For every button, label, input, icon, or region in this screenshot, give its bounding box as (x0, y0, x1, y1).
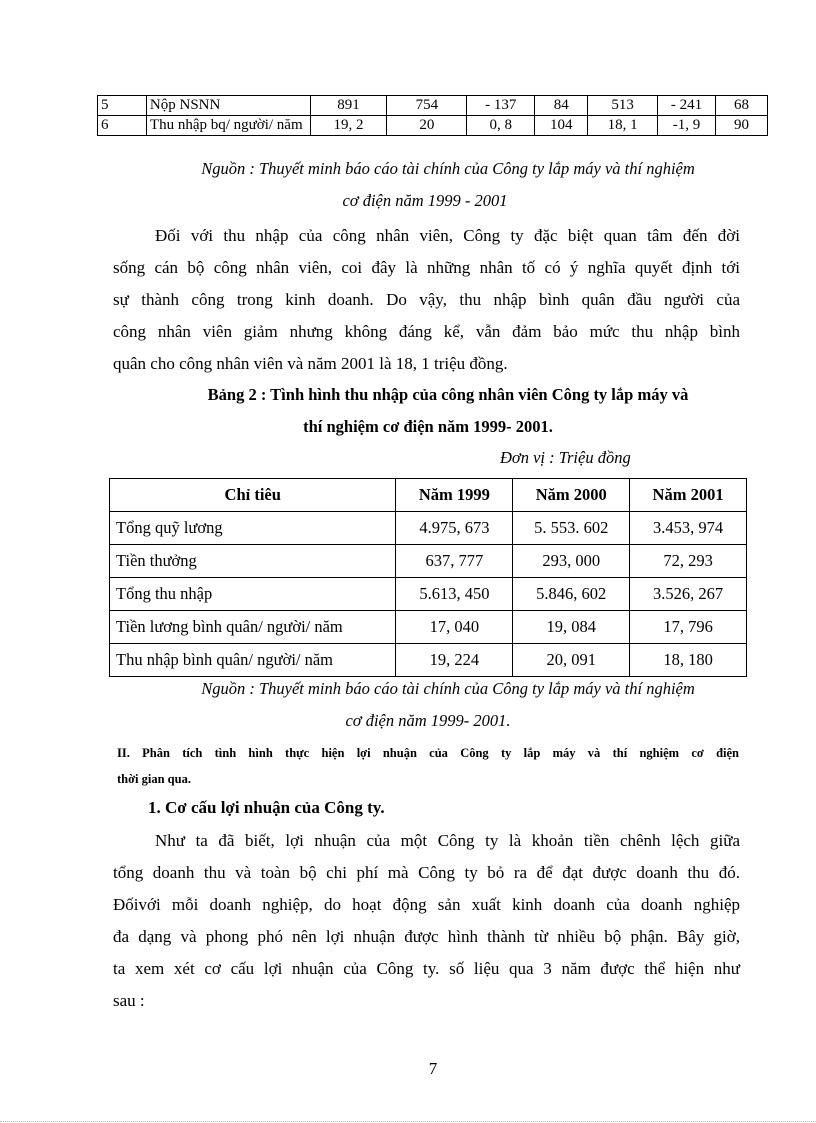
unit-label: Đơn vị : Triệu đồng (500, 448, 631, 467)
row-label: Tổng quỹ lương (110, 512, 396, 545)
source-note-1-cont: cơ điện năm 1999 - 2001 (342, 191, 508, 210)
table2-title-cont: thí nghiệm cơ điện năm 1999- 2001. (303, 417, 553, 436)
cell: 5. 553. 602 (513, 512, 630, 545)
row-label: Thu nhập bình quân/ người/ năm (110, 644, 396, 677)
source-note-2: Nguồn : Thuyết minh báo cáo tài chính của Công ty lắp máy và thí nghiệm (201, 679, 695, 698)
row-label: Thu nhập bq/ người/ năm (146, 116, 310, 136)
row-label: Tiền lương bình quân/ người/ năm (110, 611, 396, 644)
cell: 0, 8 (467, 116, 535, 136)
cell: 68 (716, 96, 768, 116)
table-row (110, 512, 747, 545)
column-header: Năm 2001 (630, 479, 747, 512)
cell: 72, 293 (630, 545, 747, 578)
cell: 17, 796 (630, 611, 747, 644)
column-header: Chỉ tiêu (110, 479, 396, 512)
cell: - 137 (467, 96, 535, 116)
text-line: sự thành công trong kinh doanh. Do vậy, thu nhập bình quân đầu người của (113, 290, 740, 309)
source-note-1: Nguồn : Thuyết minh báo cáo tài chính của Công ty lắp máy và thí nghiệm (201, 159, 695, 178)
top-table (97, 95, 768, 136)
table-header-row (110, 479, 747, 512)
cell: 3.526, 267 (630, 578, 747, 611)
text-line: đa dạng và phong phó nên lợi nhuận được hình thành từ nhiều bộ phận. Bây giờ, (113, 927, 740, 946)
cell: 90 (716, 116, 768, 136)
text-line: tổng doanh thu và toàn bộ chi phí mà Công ty bỏ ra để đạt được doanh thu đó. (113, 863, 740, 882)
cell: 20, 091 (513, 644, 630, 677)
text-line: Đối với thu nhập của công nhân viên, Công ty đặc biệt quan tâm đến đời (155, 226, 740, 245)
text-line: công nhân viên giảm nhưng không đáng kể, vẫn đảm bảo mức thu nhập bình (113, 322, 740, 341)
page-number: 7 (428, 1059, 438, 1078)
cell: 18, 180 (630, 644, 747, 677)
row-label: Tổng thu nhập (110, 578, 396, 611)
text-line: ta xem xét cơ cấu lợi nhuận của Công ty. số liệu qua 3 năm được thể hiện như (113, 959, 740, 978)
page-divider (0, 1121, 816, 1122)
section-heading (117, 740, 739, 792)
table-row (98, 116, 768, 136)
row-label: Nộp NSNN (146, 96, 310, 116)
cell: 891 (310, 96, 387, 116)
income-table (109, 478, 747, 677)
paragraph-income (113, 220, 740, 380)
cell: 17, 040 (396, 611, 513, 644)
subsection-heading: 1. Cơ cấu lợi nhuận của Công ty. (148, 798, 385, 817)
table-row (110, 545, 747, 578)
cell: 754 (387, 96, 467, 116)
cell: 293, 000 (513, 545, 630, 578)
column-header: Năm 2000 (513, 479, 630, 512)
cell: 513 (588, 96, 658, 116)
cell: 20 (387, 116, 467, 136)
cell: 84 (535, 96, 588, 116)
cell: 5.613, 450 (396, 578, 513, 611)
text-line: Đốivới mỗi doanh nghiệp, do hoạt động sản xuất kinh doanh của doanh nghiệp (113, 895, 740, 914)
table-row (110, 611, 747, 644)
row-label: Tiền thưởng (110, 545, 396, 578)
text-line: sống cán bộ công nhân viên, coi đây là những nhân tố có ý nghĩa quyết định tới (113, 258, 740, 277)
cell: 3.453, 974 (630, 512, 747, 545)
cell: 637, 777 (396, 545, 513, 578)
row-number: 6 (98, 116, 147, 136)
text-line: Như ta đã biết, lợi nhuận của một Công ty là khoản tiền chênh lệch giữa (155, 831, 740, 850)
cell: 18, 1 (588, 116, 658, 136)
cell: 104 (535, 116, 588, 136)
cell: -1, 9 (658, 116, 716, 136)
cell: 4.975, 673 (396, 512, 513, 545)
table-row (98, 96, 768, 116)
table-row (110, 644, 747, 677)
section-heading-line: II. Phân tích tình hình thực hiện lợi nhuận của Công ty lắp máy và thí nghiệm cơ điện (117, 746, 739, 760)
row-number: 5 (98, 96, 147, 116)
cell: 19, 084 (513, 611, 630, 644)
cell: 5.846, 602 (513, 578, 630, 611)
cell: 19, 224 (396, 644, 513, 677)
table-row (110, 578, 747, 611)
source-note-2-cont: cơ điện năm 1999- 2001. (345, 711, 511, 730)
text-line: quân cho công nhân viên và năm 2001 là 18, 1 triệu đồng. (113, 354, 508, 373)
section-heading-line: thời gian qua. (117, 772, 191, 786)
text-line: sau : (113, 991, 145, 1010)
cell: - 241 (658, 96, 716, 116)
cell: 19, 2 (310, 116, 387, 136)
column-header: Năm 1999 (396, 479, 513, 512)
paragraph-profit (113, 825, 740, 1017)
table2-title: Bảng 2 : Tình hình thu nhập của công nhân viên Công ty lắp máy và (207, 385, 689, 404)
